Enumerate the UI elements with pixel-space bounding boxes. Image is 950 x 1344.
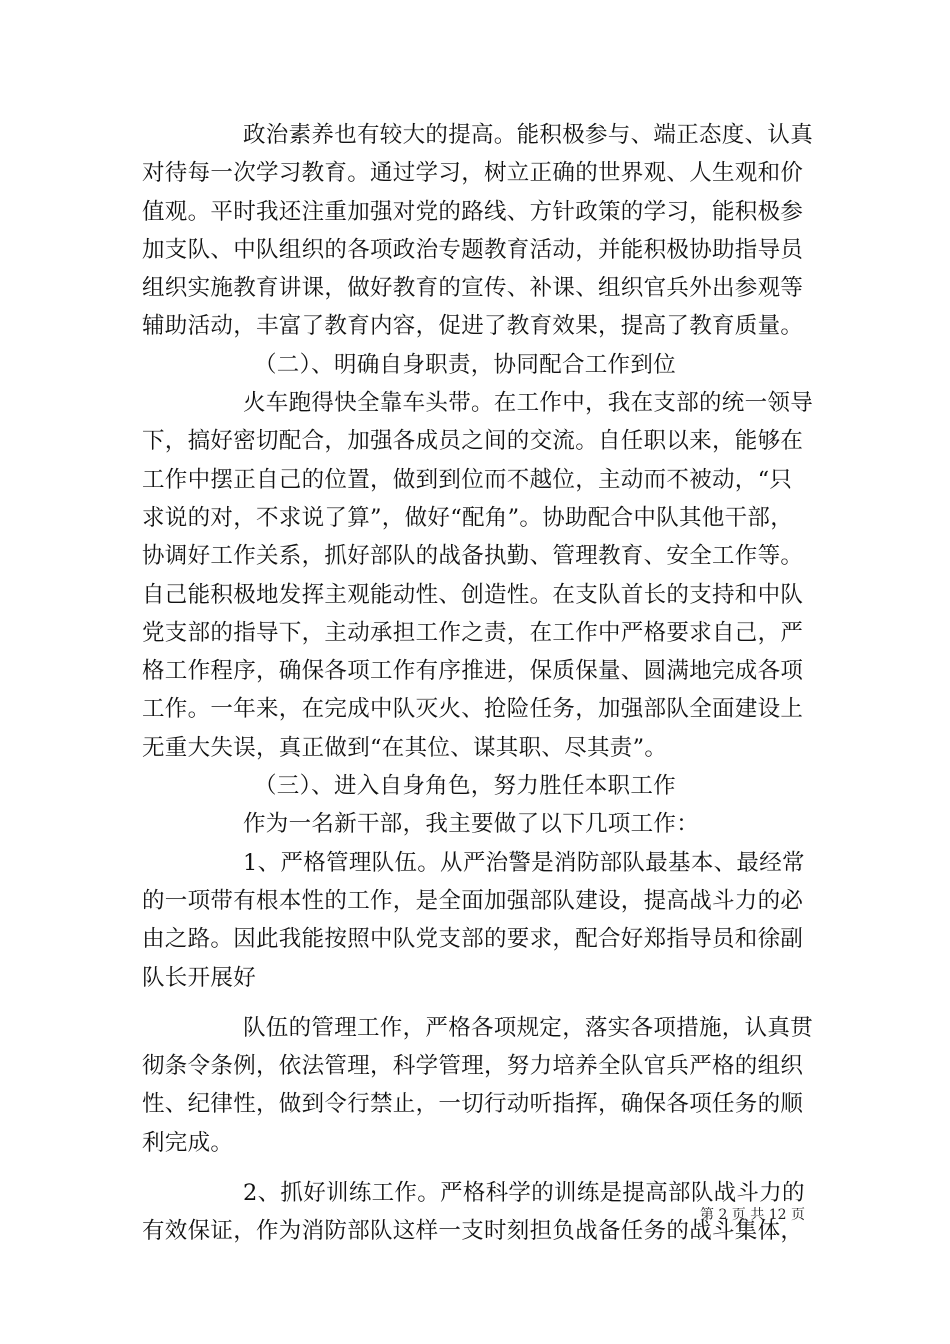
body-line: 格工作程序，确保各项工作有序推进，保质保量、圆满地完成各项 — [142, 658, 804, 685]
body-line: 工作中摆正自己的位置，做到到位而不越位，主动而不被动，“只 — [142, 466, 793, 493]
body-line: 协调好工作关系，抓好部队的战备执勤、管理教育、安全工作等。 — [142, 543, 804, 570]
body-line: 无重大失误，真正做到“在其位、谋其职、尽其责”。 — [142, 734, 668, 761]
page-number: 第 2 页 共 12 页 — [700, 1207, 805, 1223]
body-line: 1、严格管理队伍。从严治警是消防部队最基本、最经常 — [243, 849, 805, 876]
body-line: 火车跑得快全靠车头带。在工作中，我在支部的统一领导 — [243, 390, 814, 417]
body-line: 组织实施教育讲课，做好教育的宣传、补课、组织官兵外出参观等 — [142, 275, 804, 302]
document-body — [142, 116, 822, 1251]
body-line: 队伍的管理工作，严格各项规定，落实各项措施，认真贯 — [243, 1014, 814, 1041]
body-line: 彻条令条例，依法管理，科学管理，努力培养全队官兵严格的组织 — [142, 1053, 804, 1080]
body-line: 自己能积极地发挥主观能动性、创造性。在支队首长的支持和中队 — [142, 581, 804, 608]
body-line: 的一项带有根本性的工作，是全面加强部队建设，提高战斗力的必 — [142, 887, 804, 914]
paragraph-gap — [142, 1162, 822, 1174]
paragraph-gap — [142, 997, 822, 1009]
section-heading: （三）、进入自身角色，努力胜任本职工作 — [254, 773, 676, 800]
body-line: 政治素养也有较大的提高。能积极参与、端正态度、认真 — [243, 122, 814, 148]
body-line: 辅助活动，丰富了教育内容，促进了教育效果，提高了教育质量。 — [142, 313, 804, 340]
body-line: 队长开展好 — [142, 964, 257, 991]
body-line: 党支部的指导下，主动承担工作之责，在工作中严格要求自己，严 — [142, 619, 804, 646]
section-heading: （二）、明确自身职责，协同配合工作到位 — [254, 351, 676, 378]
body-line: 求说的对，不求说了算”，做好“配角”。协助配合中队其他干部， — [142, 504, 794, 531]
body-line: 2、抓好训练工作。严格科学的训练是提高部队战斗力的 — [243, 1180, 805, 1207]
body-line: 下，搞好密切配合，加强各成员之间的交流。自任职以来，能够在 — [142, 428, 804, 455]
body-line: 加支队、中队组织的各项政治专题教育活动，并能积极协助指导员 — [142, 236, 804, 263]
body-line: 作为一名新干部，我主要做了以下几项工作： — [243, 811, 700, 838]
body-line: 性、纪律性，做到令行禁止，一切行动听指挥，确保各项任务的顺 — [142, 1091, 804, 1118]
body-line: 由之路。因此我能按照中队党支部的要求，配合好郑指导员和徐副 — [142, 926, 804, 953]
body-line: 值观。平时我还注重加强对党的路线、方针政策的学习，能积极参 — [142, 198, 804, 225]
body-line: 对待每一次学习教育。通过学习，树立正确的世界观、人生观和价 — [142, 160, 804, 187]
body-line: 利完成。 — [142, 1129, 234, 1156]
body-line: 工作。一年来，在完成中队灭火、抢险任务，加强部队全面建设上 — [142, 696, 804, 723]
body-line: 有效保证，作为消防部队这样一支时刻担负战备任务的战斗集体， — [142, 1218, 804, 1245]
